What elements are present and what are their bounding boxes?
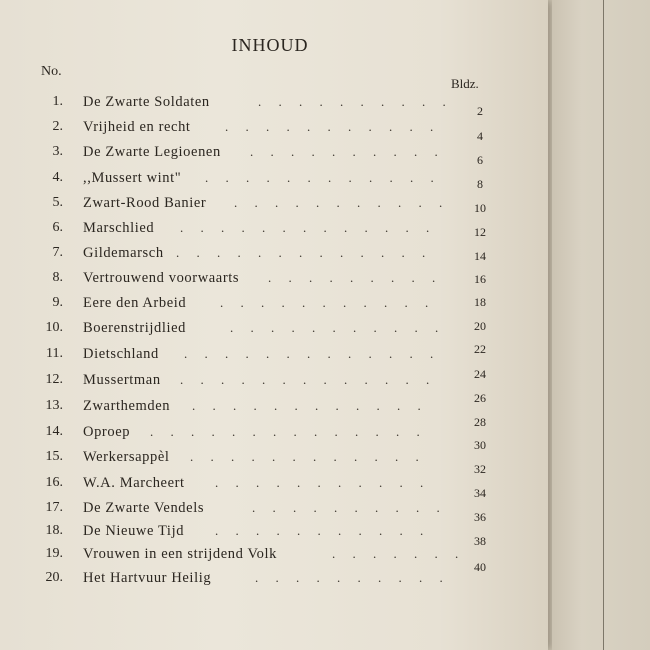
entry-page: 10 [474,201,486,215]
dot-leader: . . . . . . . . . . . [215,475,431,490]
toc-entry [0,220,548,242]
dot-leader: . . . . . . . . . . . . . [180,220,437,235]
page-divider-line [603,0,604,650]
entry-page: 16 [474,272,486,286]
toc-entry [0,295,548,317]
page-column-header: Bldz. [451,76,479,91]
entry-page: 4 [477,129,483,143]
entry-number: 15. [45,449,63,464]
right-page-edge [552,0,650,650]
entry-title: ,,Mussert wint" [83,170,182,186]
dot-leader: . . . . . . . . . . . [234,195,450,210]
entry-page: 18 [474,295,486,309]
toc-entry [0,438,548,471]
entry-page: 28 [474,415,486,429]
toc-entry [0,170,548,192]
entry-page: 24 [474,367,486,381]
entry-number: 3. [52,144,63,159]
entry-number: 7. [52,245,63,260]
toc-entry [0,270,548,292]
entry-number: 13. [45,398,63,413]
toc-entry [0,510,548,545]
toc-entry [0,195,548,217]
entry-page: 14 [474,249,486,263]
entry-page: 2 [477,104,483,118]
entry-title: Vertrouwend voorwaarts [83,270,240,286]
dot-leader: . . . . . . . . . . . [215,523,431,538]
dot-leader: . . . . . . . . . . . . [205,170,441,185]
toc-entry [0,320,548,342]
entry-page: 30 [474,438,486,452]
dot-leader: . . . . . . . . . . . . . [180,372,437,387]
toc-entry [0,245,548,267]
entry-title: W.A. Marcheert [83,475,185,491]
entry-title: Zwart-Rood Banier [83,195,207,211]
entry-page: 34 [474,486,486,500]
toc-entry [0,94,548,116]
entry-page: 32 [474,462,486,476]
entry-page: 36 [474,510,486,524]
toc-entry [0,534,548,568]
entry-page: 8 [477,177,483,191]
entry-title: Boerenstrijdlied [83,320,187,336]
entry-number: 6. [52,220,63,235]
entry-title: De Nieuwe Tijd [83,523,185,539]
entry-page: 6 [477,153,483,167]
entry-title: De Zwarte Legioenen [83,144,221,160]
entry-page: 22 [474,342,486,356]
entry-page: 20 [474,319,486,333]
entry-number: 20. [45,570,63,585]
entry-title: Vrouwen in een strijdend Volk [83,546,277,562]
entry-title: Marschlied [83,220,155,236]
dot-leader: . . . . . . . . . . . [230,320,446,335]
entry-number: 19. [45,546,63,561]
toc-entry [0,462,548,497]
entry-page: 38 [474,534,486,548]
dot-leader: . . . . . . . [332,546,466,561]
dot-leader: . . . . . . . . . . [250,144,445,159]
dot-leader: . . . . . . . . . . . . . . [150,424,427,439]
entry-title: Zwarthemden [83,398,171,414]
entry-number: 1. [52,94,63,109]
toc-entry [0,119,548,141]
dot-leader: . . . . . . . . . . . . . [176,245,433,260]
entry-page: 40 [474,560,486,574]
entry-page: 12 [474,225,486,239]
entry-number: 11. [46,346,63,361]
entry-title: Gildemarsch [83,245,164,261]
entry-title: Mussertman [83,372,161,388]
toc-entry [0,560,548,592]
entry-number: 8. [52,270,63,285]
entry-number: 17. [45,500,63,515]
dot-leader: . . . . . . . . . . [252,500,447,515]
toc-entry [0,415,548,446]
dot-leader: . . . . . . . . . . . [225,119,441,134]
entry-title: Oproep [83,424,131,440]
entry-number: 16. [45,475,63,490]
dot-leader: . . . . . . . . . . [258,94,453,109]
toc-entry [0,367,548,394]
toc-entry [0,486,548,522]
entry-title: De Zwarte Vendels [83,500,205,516]
entry-page: 26 [474,391,486,405]
entry-title: Werkersappèl [83,449,170,465]
entry-title: Eere den Arbeid [83,295,187,311]
entry-number: 10. [45,320,63,335]
dot-leader: . . . . . . . . . . [255,570,450,585]
page-title: INHOUD [231,35,309,55]
dot-leader: . . . . . . . . . [268,270,443,285]
entry-number: 9. [52,295,63,310]
number-column-header: No. [41,64,62,79]
entry-number: 5. [52,195,63,210]
entry-number: 2. [52,119,63,134]
entry-number: 4. [52,170,63,185]
entry-title: De Zwarte Soldaten [83,94,210,110]
entry-title: Vrijheid en recht [83,119,191,135]
entry-title: Het Hartvuur Heilig [83,570,212,586]
toc-entry [0,342,548,368]
dot-leader: . . . . . . . . . . . . [190,449,426,464]
entry-number: 18. [45,523,63,538]
entry-number: 12. [45,372,63,387]
entry-number: 14. [45,424,63,439]
dot-leader: . . . . . . . . . . . . . [184,346,441,361]
toc-entry [0,144,548,166]
entry-title: Dietschland [83,346,159,362]
toc-entry [0,391,548,420]
dot-leader: . . . . . . . . . . . [220,295,436,310]
dot-leader: . . . . . . . . . . . . [192,398,428,413]
